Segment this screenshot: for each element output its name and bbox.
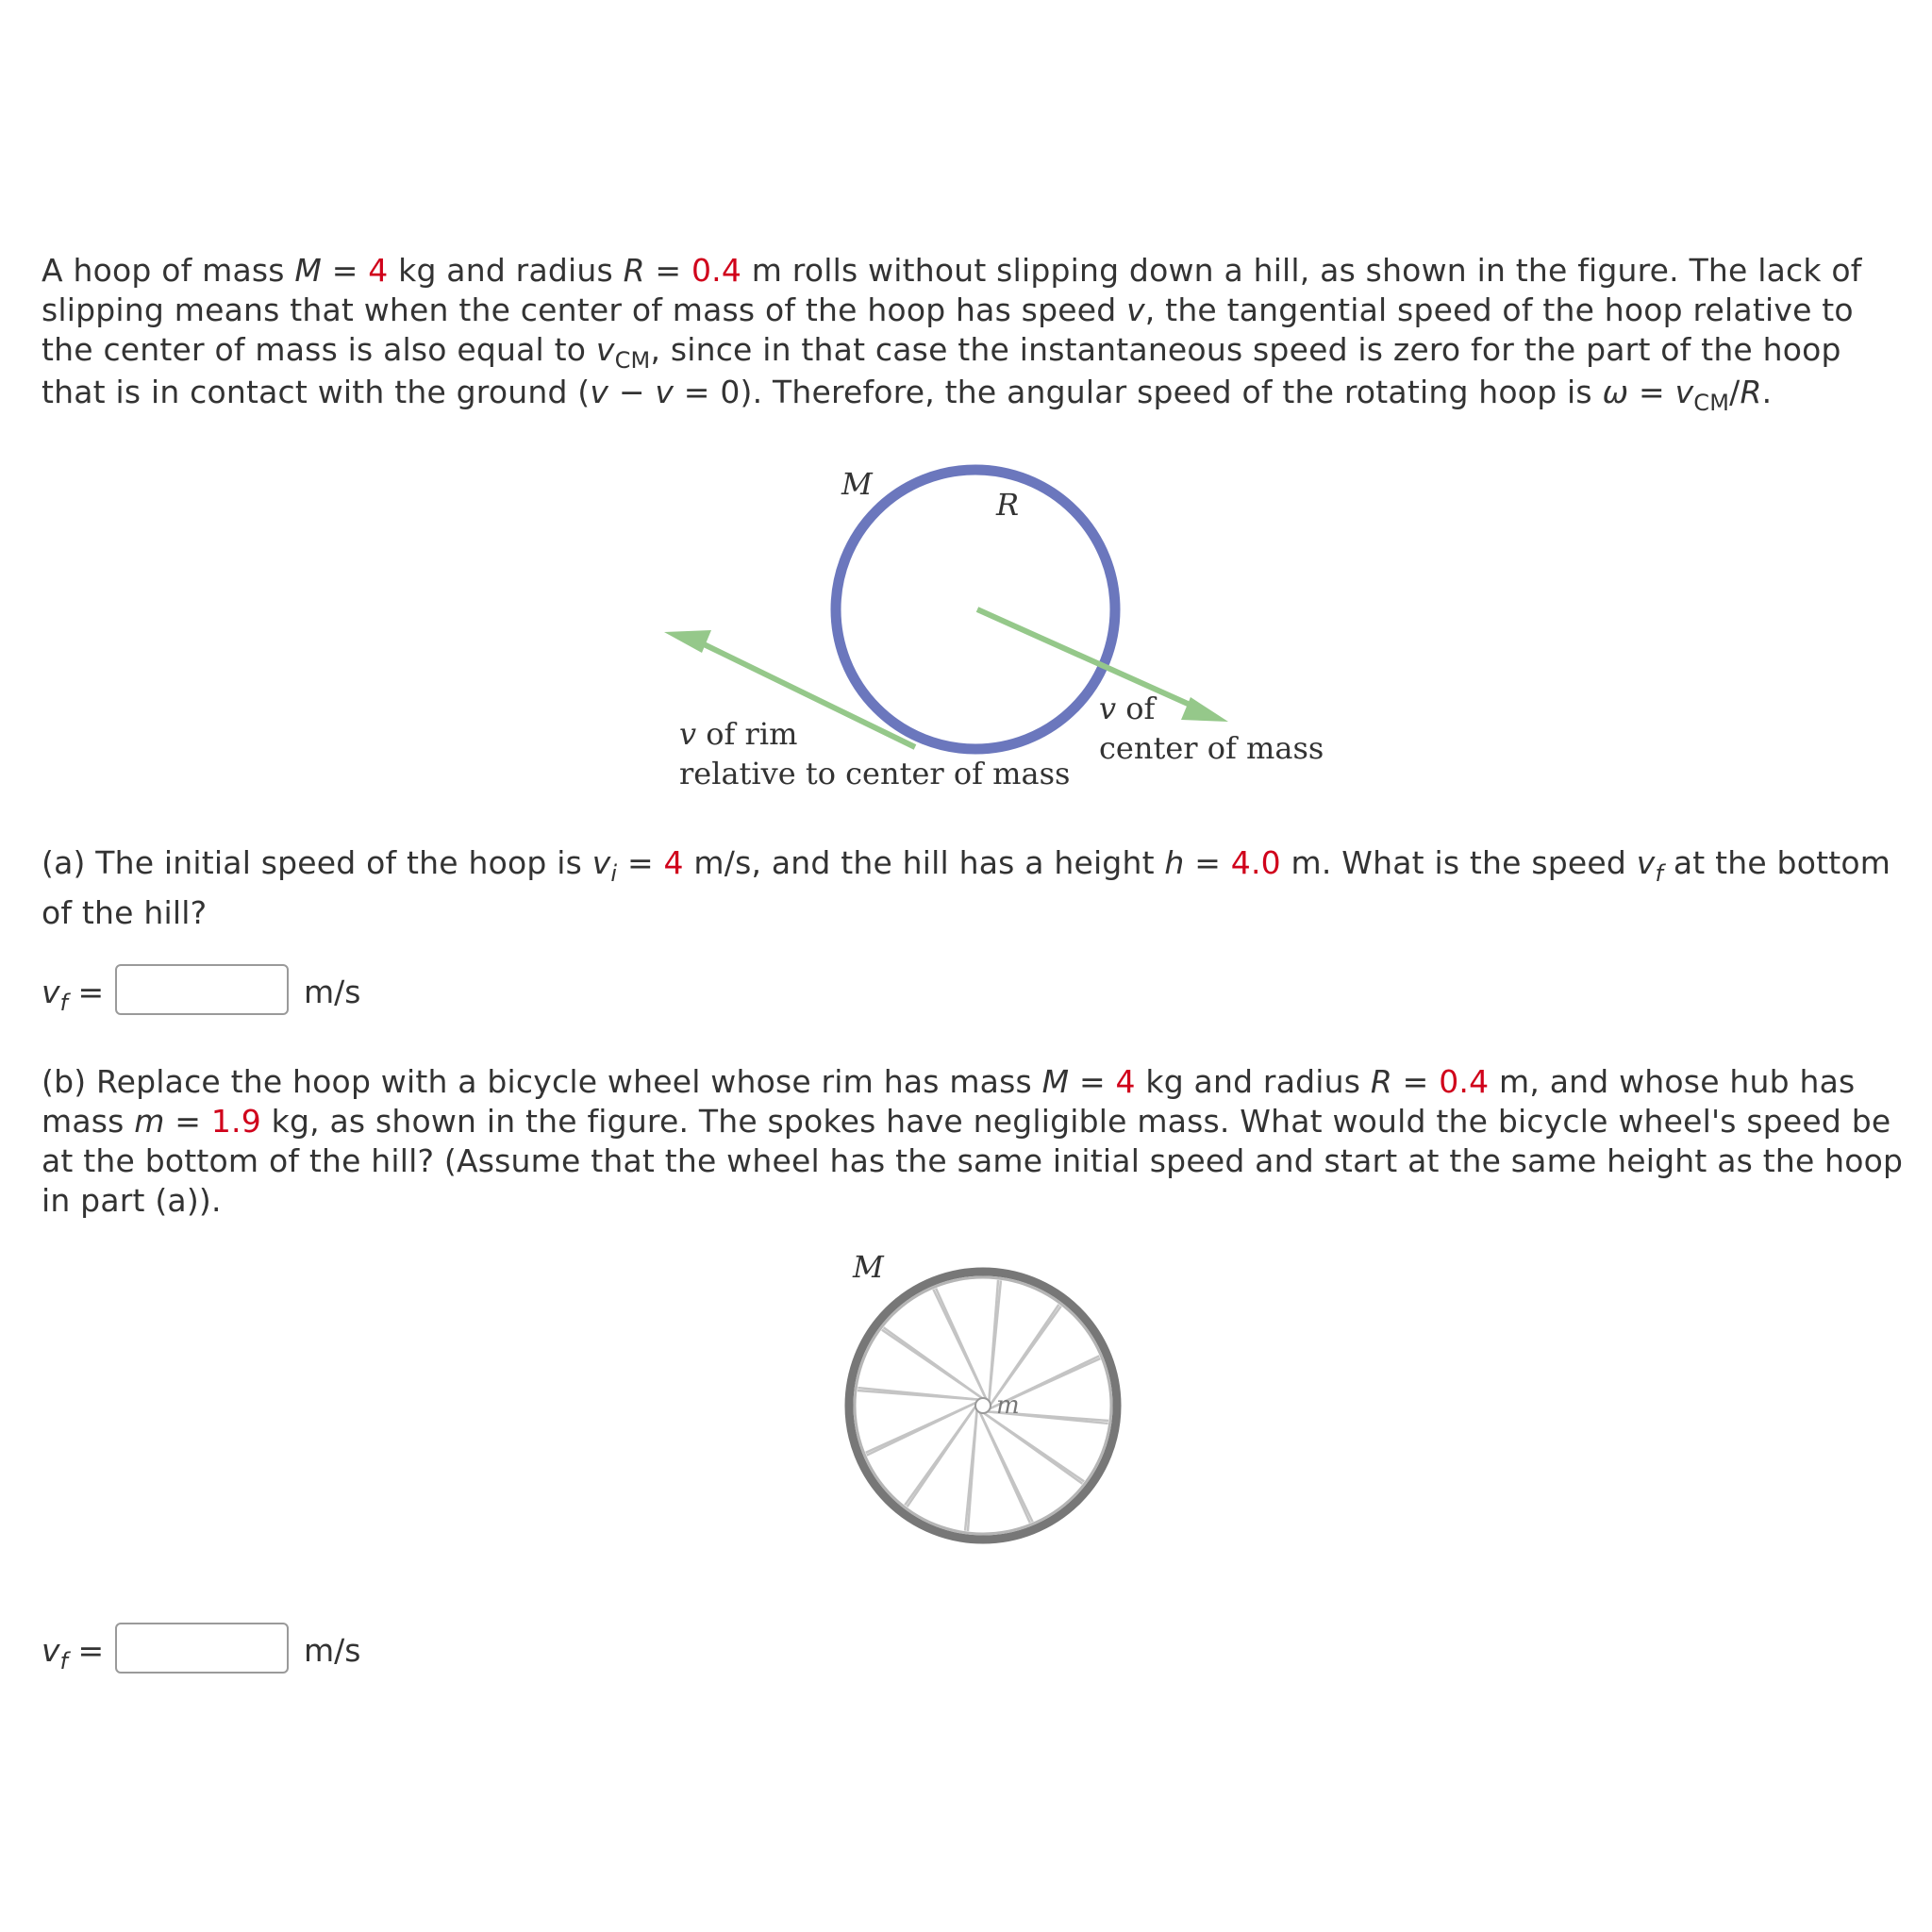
wheel-spoke	[866, 1400, 982, 1453]
hoop-circle	[836, 470, 1115, 749]
initial-speed-value: 4	[663, 844, 684, 881]
wheel-spoke	[989, 1280, 1001, 1407]
rim-velocity-label: v of rim relative to center of mass	[679, 716, 1071, 791]
hub-mass-value: 1.9	[210, 1103, 261, 1140]
height-value: 4.0	[1230, 844, 1281, 881]
part-a-question: (a) The initial speed of the hoop is $v_i = 4$ m/s, and the hill has a height h = 4.0 m. What is the speed $v_f$ at the bottom of the hill?	[42, 844, 1891, 931]
part-b-question: (b) Replace the hoop with a bicycle wheel whose rim has mass M = 4 kg and radius R = 0.4 m, and whose hub has mass m = 1.9 kg, as shown in the figure. The spokes have negligible mass. What would the bicycle wheel's speed be at the bottom of the hill? (Assume that the wheel has the same initial speed and start at the same height as the hoop in part (a)).	[42, 1063, 1904, 1219]
problem-intro: A hoop of mass M = 4 kg and radius R = 0.4 m rolls without slipping down a hill, as shown in the figure. The lack of slipping means that when the center of mass of the hoop has speed v, the tangential speed of the hoop relative to the center of mass is also equal to $v_{CM}$, since in that case the instantaneous speed is zero for the part of the hoop that is in contact with the ground (v − v = 0). Therefore, the angular speed of the rotating hoop is $\omega = v_{CM}/R$.	[42, 252, 1862, 416]
radius-value: 0.4	[691, 252, 742, 289]
wheel-spoke	[936, 1289, 989, 1405]
part-a-answer-label: $v_f$ =	[42, 974, 105, 1016]
cm-velocity-label: v of center of mass	[1099, 691, 1324, 766]
wheel-hub	[975, 1398, 991, 1413]
hoop-label-R: R	[996, 487, 1020, 523]
part-b-unit: m/s	[304, 1632, 361, 1669]
wheel-spoke	[977, 1407, 1030, 1524]
part-a-unit: m/s	[304, 974, 361, 1010]
rim-mass-value: 4	[1115, 1063, 1136, 1100]
mass-value: 4	[368, 252, 389, 289]
part-b-answer-label: $v_f$ =	[42, 1632, 105, 1674]
part-b-answer-input[interactable]	[115, 1623, 289, 1674]
hoop-label-M: M	[841, 466, 873, 502]
wheel-radius-value: 0.4	[1439, 1063, 1490, 1100]
bicycle-wheel-figure	[830, 1255, 1141, 1557]
wheel-spoke	[858, 1388, 984, 1400]
wheel-label-m: m	[996, 1391, 1020, 1420]
wheel-label-M: M	[853, 1255, 884, 1285]
wheel-spoke	[965, 1404, 977, 1530]
part-a-answer-input[interactable]	[115, 964, 289, 1015]
